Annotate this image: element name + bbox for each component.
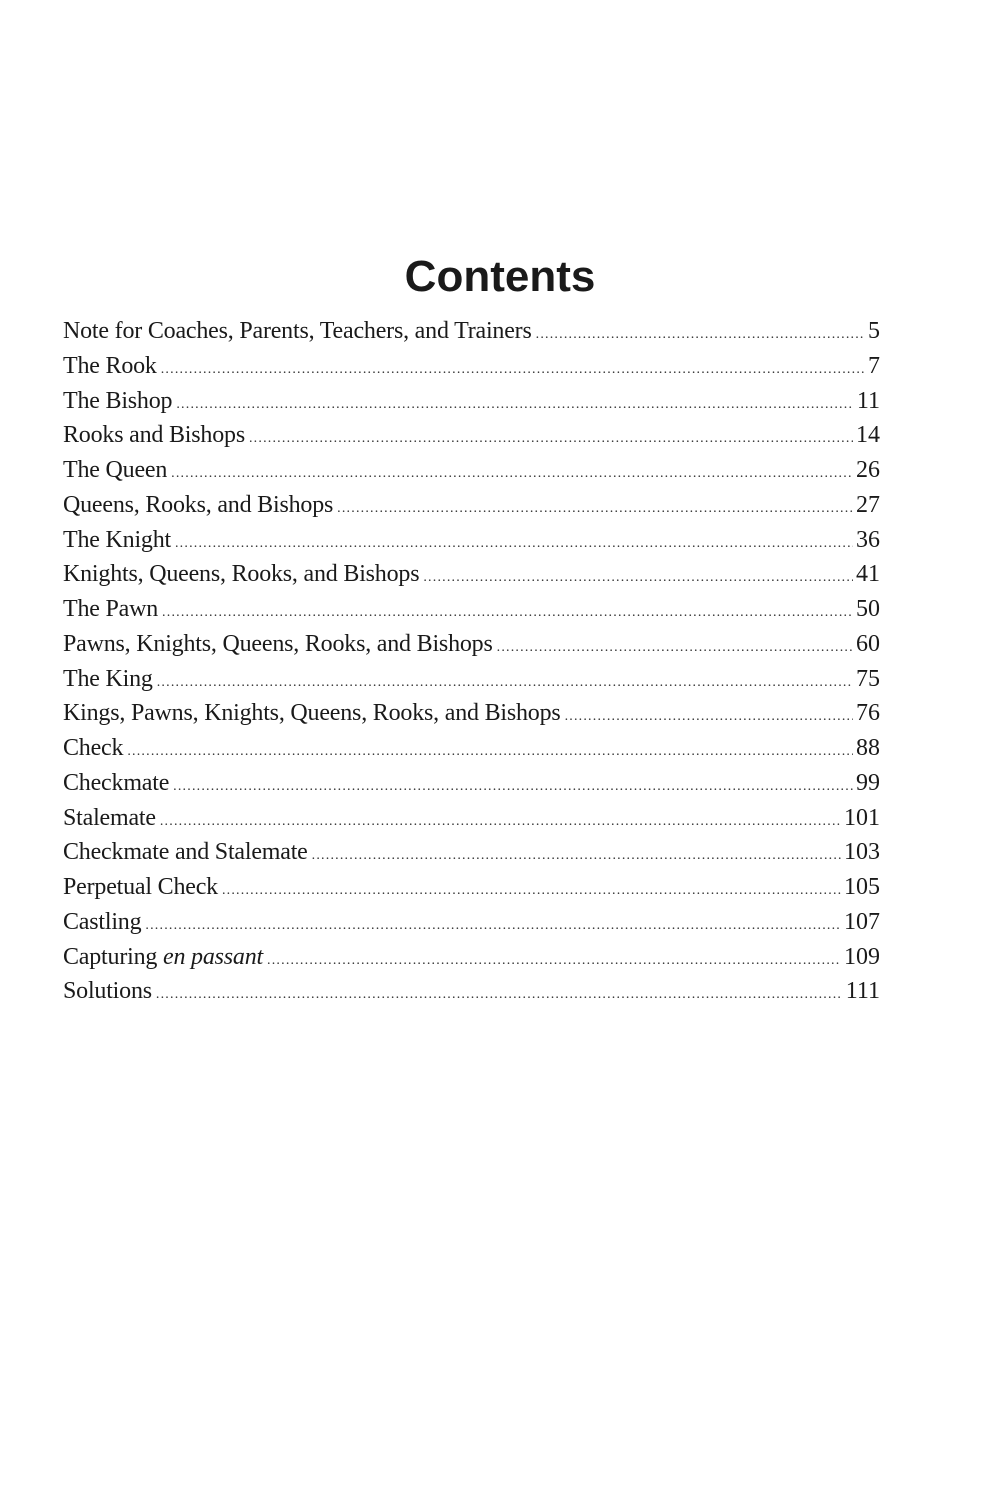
toc-entry: [63, 557, 880, 592]
toc-entry-page: 27: [856, 491, 880, 518]
toc-entry-page: 26: [856, 457, 880, 483]
toc-entry: [63, 384, 880, 419]
toc-entry-title: Rooks and Bishops: [63, 422, 245, 449]
dot-leader: [127, 735, 853, 766]
toc-entry-page: 101: [844, 804, 880, 831]
toc-entry: [63, 662, 880, 697]
toc-entry-title: Solutions: [63, 978, 152, 1005]
dot-leader: [337, 492, 853, 523]
toc-entry-title: Knights, Queens, Rooks, and Bishops: [63, 561, 420, 588]
toc-entry: [63, 488, 880, 523]
toc-entry-page: 75: [856, 665, 880, 692]
toc-entry-title: Checkmate: [63, 769, 170, 796]
toc-entry-page: 36: [856, 526, 880, 553]
table-of-contents: [63, 314, 880, 1009]
toc-entry-page: 5: [868, 318, 880, 344]
toc-entry-title: Kings, Pawns, Knights, Queens, Rooks, and Bishops: [63, 700, 561, 727]
dot-leader: [267, 944, 841, 975]
dot-leader: [497, 631, 853, 662]
dot-leader: [145, 909, 841, 940]
toc-entry-page: 107: [844, 908, 880, 935]
toc-entry-page: 111: [845, 978, 880, 1005]
toc-entry: [63, 870, 880, 905]
toc-entry-page: 14: [856, 422, 880, 449]
toc-entry-page: 105: [844, 874, 880, 900]
toc-entry: [63, 627, 880, 662]
toc-entry-title: The Knight: [63, 526, 171, 553]
toc-entry-page: 88: [856, 735, 880, 761]
toc-entry: [63, 592, 880, 627]
toc-entry-page: 99: [856, 769, 880, 796]
toc-entry-title: The Pawn: [63, 596, 159, 622]
toc-entry-title-italic: en passant: [163, 943, 264, 970]
toc-entry-page: 109: [844, 943, 880, 970]
dot-leader: [173, 770, 853, 801]
dot-leader: [161, 353, 865, 384]
toc-entry-page: 41: [856, 561, 880, 588]
toc-entry: [63, 314, 880, 349]
dot-leader: [157, 666, 853, 697]
toc-entry-title: Note for Coaches, Parents, Teachers, and Trainers: [63, 318, 532, 344]
toc-entry: [63, 731, 880, 766]
toc-entry: [63, 696, 880, 731]
dot-leader: [249, 422, 853, 453]
toc-entry: [63, 940, 880, 975]
dot-leader: [312, 839, 841, 870]
toc-entry-title: Check: [63, 735, 124, 761]
toc-entry: [63, 418, 880, 453]
dot-leader: [536, 318, 865, 349]
toc-entry-page: 76: [856, 700, 880, 727]
dot-leader: [222, 874, 841, 905]
dot-leader: [423, 561, 853, 592]
toc-entry-title: The Queen: [63, 457, 168, 483]
toc-entry-title: Stalemate: [63, 804, 156, 831]
toc-entry-title: Pawns, Knights, Queens, Rooks, and Bishops: [63, 630, 493, 657]
toc-entry-title: The King: [63, 665, 153, 692]
toc-entry-title: Checkmate and Stalemate: [63, 839, 308, 866]
toc-entry-page: 7: [868, 352, 880, 379]
toc-entry: [63, 349, 880, 384]
dot-leader: [162, 596, 853, 627]
dot-leader: [160, 805, 841, 836]
toc-entry: [63, 835, 880, 870]
toc-entry-title: [63, 940, 267, 975]
dot-leader: [156, 978, 843, 1009]
toc-entry: [63, 905, 880, 940]
toc-entry-page: 50: [856, 596, 880, 622]
toc-entry-page: 103: [844, 839, 880, 866]
toc-entry: [63, 801, 880, 836]
dot-leader: [175, 527, 853, 558]
toc-entry: [63, 453, 880, 488]
toc-entry-title: The Rook: [63, 352, 157, 379]
toc-entry-title: Castling: [63, 908, 142, 935]
dot-leader: [171, 457, 853, 488]
toc-entry-page: 11: [856, 387, 880, 414]
dot-leader: [176, 388, 854, 419]
toc-entry-title: Perpetual Check: [63, 874, 218, 900]
toc-entry: [63, 974, 880, 1009]
toc-entry-page: 60: [856, 630, 880, 657]
toc-entry: [63, 766, 880, 801]
toc-entry-title-roman: Capturing: [63, 943, 163, 970]
page-title: Contents: [404, 252, 596, 302]
toc-entry-title: The Bishop: [63, 387, 173, 414]
dot-leader: [565, 700, 853, 731]
toc-entry: [63, 523, 880, 558]
toc-entry-title: Queens, Rooks, and Bishops: [63, 491, 334, 518]
